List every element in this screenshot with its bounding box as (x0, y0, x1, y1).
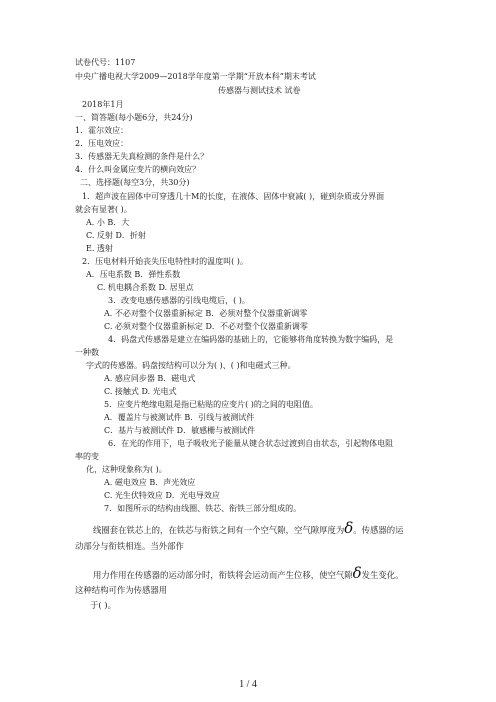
s2-question-7: 7．如图所示的结构由线圈、铁芯、衔铁三部分组成的。 (104, 504, 302, 513)
s2-q1-options-cd: C. 反射 D．折射 (86, 231, 146, 240)
exam-date: 2018年1月 (82, 100, 124, 109)
s2-q5-options-cd: C．基片与被测试件 D．敏感栅与被测试件 (104, 426, 256, 435)
s1-question-1: 1．霍尔效应： (75, 126, 129, 135)
s2-q3-options-cd: C. 必须对整个仪器重新标定 D．不必对整个仪器重新调零 (104, 322, 308, 331)
s2-q7-para1-line1 (93, 519, 404, 537)
s2-q4-options-ab: A. 感应同步器 B．磁电式 (104, 374, 196, 383)
s2-q1-line1: 1．超声波在固体中可穿透几十M的长度，在液体、固体中衰减( )，碰到杂质或分界面 (82, 192, 385, 201)
exam-code: 试卷代号：1107 (75, 58, 136, 67)
s2-q4-line2: 一种数 (75, 348, 99, 357)
para1-text-b: 。传感器的运 (353, 525, 404, 535)
para2-text-a: 用力作用在传感器的运动部分时，衔铁将会运动而产生位移，使空气隙 (93, 570, 353, 580)
delta-symbol: δ (344, 519, 354, 537)
s2-q7-para2-line3: 于( )。 (90, 600, 116, 610)
s2-q1-line2: 就会有显著( )。 (75, 205, 132, 214)
page-number: 1 / 4 (239, 679, 257, 690)
delta-symbol: δ (352, 564, 362, 582)
s2-q4-line1: 4．码盘式传感器是建立在编码器的基础上的，它能够将角度转换为数字编码，是 (108, 335, 394, 344)
s2-q7-para1-line2: 动部分与衔铁相连。当外部作 (75, 541, 184, 551)
s2-q6-line3: 化，这种现象称为( )。 (86, 465, 167, 474)
s2-q7-para2-line1 (93, 564, 404, 582)
para2-text-b: 发生变化。 (361, 570, 404, 580)
s2-question-2: 2．压电材料开始丧失压电特性时的温度叫( )。 (82, 257, 248, 266)
s1-question-2: 2．压电效应： (75, 139, 129, 148)
s1-question-3: 3．传感器无失真检测的条件是什么？ (75, 152, 209, 161)
s2-q4-line3: 字式的传感器。码盘按结构可以分为( )、( )和电磁式三种。 (86, 361, 296, 370)
section2-title: 二、选择题(每空3分，共30分) (80, 178, 190, 187)
s2-q3-options-ab: A. 不必对整个仪器重新标定 B．必须对整个仪器重新调零 (104, 309, 308, 318)
s2-q6-options-ab: A. 磁电效应 B．声光效应 (104, 478, 196, 487)
s2-q6-line2: 率的变 (75, 452, 99, 461)
s2-q2-options-ab: A．压电系数 B．弹性系数 (86, 270, 181, 279)
s2-question-3: 3．改变电感传感器的引线电缆后，( )。 (108, 296, 250, 305)
s2-q6-line1: 6．在光的作用下，电子吸收光子能量从键合状态过渡到自由状态，引起物体电阻 (108, 439, 394, 448)
s2-q6-options-cd: C. 光生伏特效应 D．光电导效应 (104, 491, 220, 500)
section1-title: 一、简答题(每小题6分，共24分) (75, 113, 193, 122)
exam-university-line: 中央广播电视大学2009—2018学年度第一学期“开放本科”期末考试 (75, 72, 316, 81)
s2-question-5: 5．应变片绝缘电阻是指已粘贴的应变片( )的之间的电阻值。 (104, 400, 318, 409)
s2-q2-options-cd: C. 机电耦合系数 D. 居里点 (97, 283, 194, 292)
s2-q1-option-e: E. 透射 (86, 244, 113, 253)
s2-q7-para2-line2: 这种结构可作为传感器用 (75, 585, 168, 595)
s2-q4-options-cd: C. 接触式 D. 光电式 (104, 387, 177, 396)
para1-text-a: 线圈套在铁芯上的，在铁芯与衔铁之间有一个空气隙，空气隙厚度为 (93, 525, 345, 535)
s2-q5-options-ab: A．覆盖片与被测试件 B．引线与被测试件 (104, 413, 255, 422)
s1-question-4: 4．什么叫金属应变片的横向效应？ (75, 165, 201, 174)
s2-q1-options-ab: A. 小 B．大 (86, 218, 130, 227)
course-title: 传感器与测试技术 试卷 (218, 86, 301, 95)
